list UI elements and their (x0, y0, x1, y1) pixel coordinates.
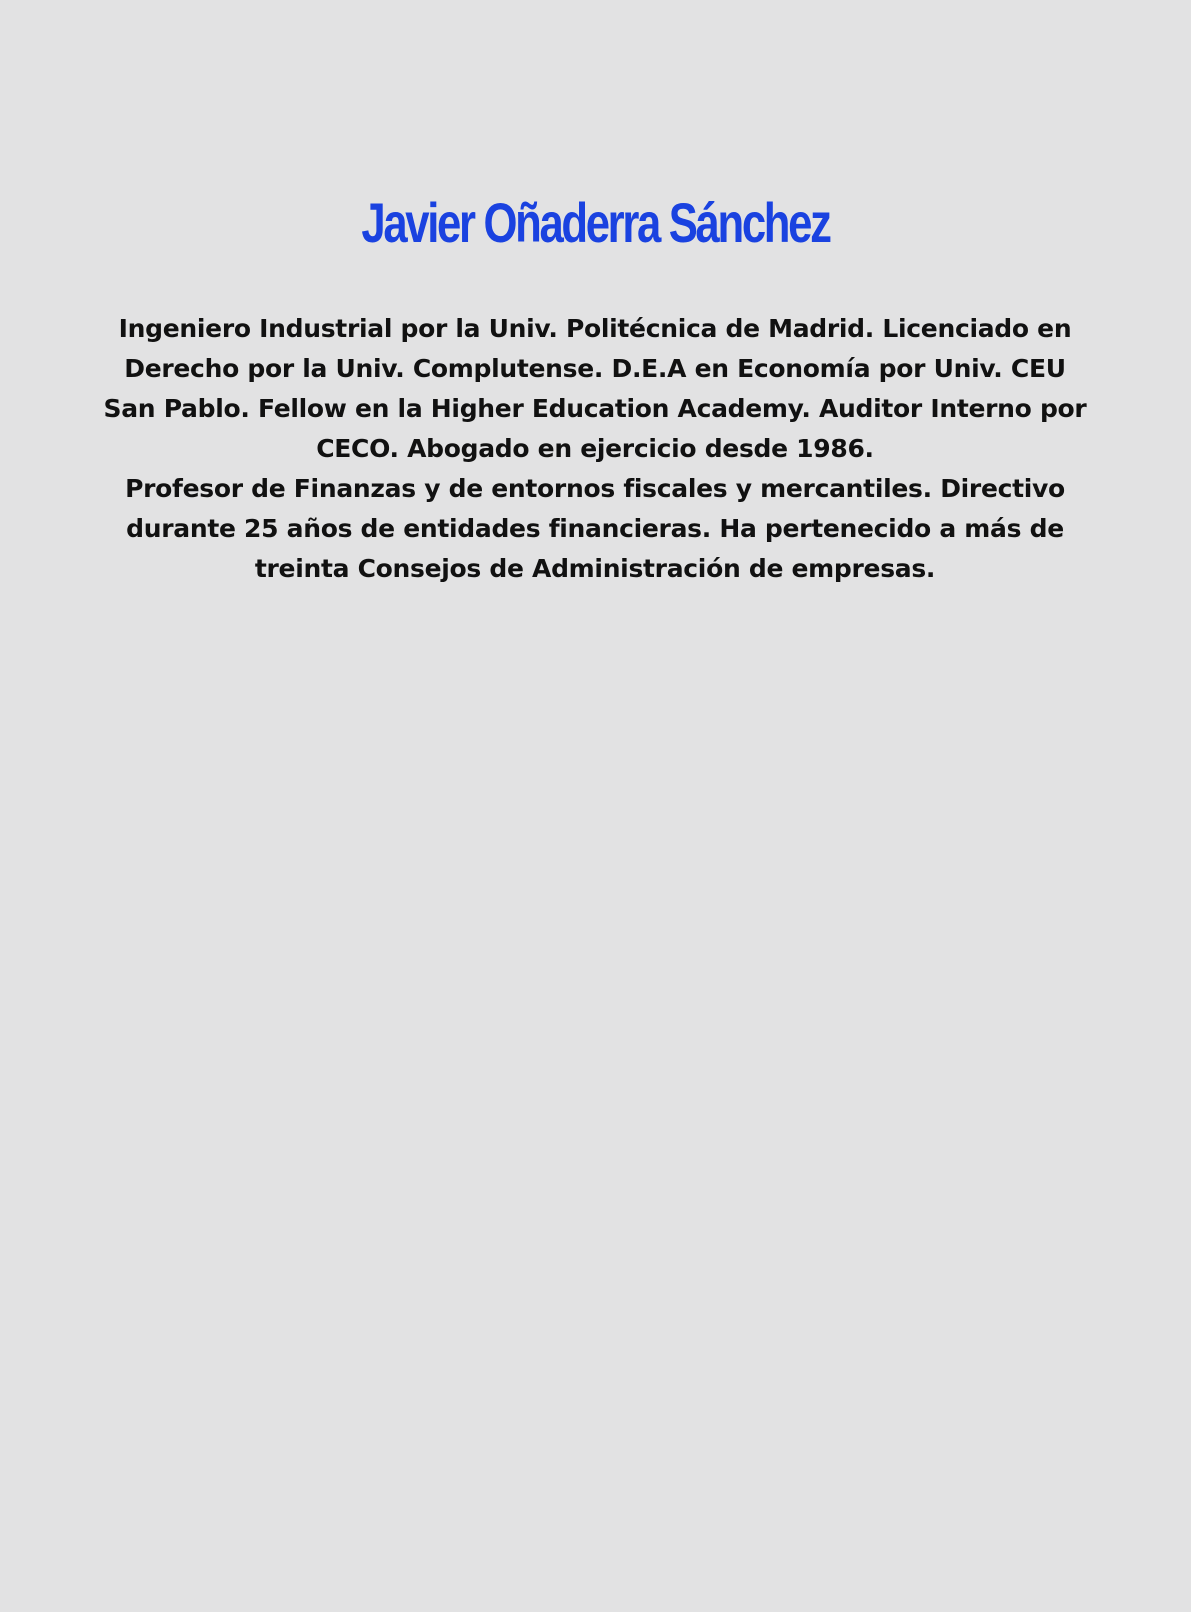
biography-block (95, 309, 1095, 589)
bio-paragraph-career: Profesor de Finanzas y de entornos fiscales y mercantiles. Directivo durante 25 años de entidades financieras. Ha pertenecido a más de treinta Consejos de Administración de empresas. (125, 474, 1065, 583)
person-name-heading: Javier Oñaderra Sánchez (361, 191, 830, 254)
bio-paragraph-education: Ingeniero Industrial por la Univ. Politécnica de Madrid. Licenciado en Derecho por la Univ. Complutense. D.E.A en Economía por Univ. CEU San Pablo. Fellow en la Higher Education Academy. Auditor Interno por CECO. Abogado en ejercicio desde 1986. (103, 314, 1087, 463)
